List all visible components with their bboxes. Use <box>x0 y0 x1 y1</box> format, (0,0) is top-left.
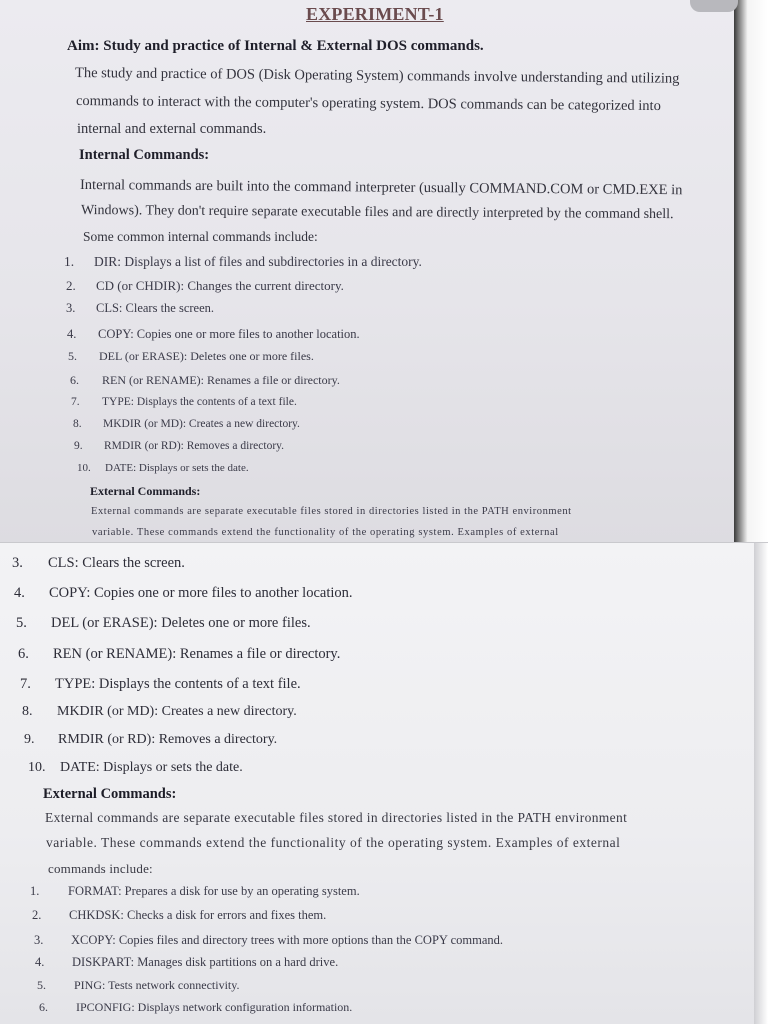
list-item: 3. XCOPY: Copies files and directory trees with more options than the COPY command. <box>34 933 504 947</box>
list-item: 7. TYPE: Displays the contents of a text file. <box>71 396 297 408</box>
page-edge-shadow <box>734 0 768 543</box>
external-para-top-2: variable. These commands extend the functionality of the operating system. Examples of external <box>92 527 559 538</box>
bottom-photo <box>0 543 768 1024</box>
list-item: 10. DATE: Displays or sets the date. <box>77 462 249 474</box>
list-item: 7. TYPE: Displays the contents of a text file. <box>20 676 301 692</box>
aim-line: Aim: Study and practice of Internal & External DOS commands. <box>67 38 484 54</box>
intro-line-2: commands to interact with the computer's operating system. DOS commands can be categorized into <box>75 93 661 115</box>
external-heading-top: External Commands: <box>90 484 201 498</box>
internal-para-1: Internal commands are built into the command interpreter (usually COMMAND.COM or CMD.EXE in <box>79 177 683 199</box>
list-item: 2. CD (or CHDIR): Changes the current directory. <box>66 278 344 293</box>
external-para-1: External commands are separate executable files stored in directories listed in the PATH environment <box>45 810 628 825</box>
tape-mark <box>690 0 738 12</box>
internal-para-2: Windows). They don't require separate executable files and are directly interpreted by the command shell. <box>80 203 674 223</box>
list-item: 4. DISKPART: Manages disk partitions on a hard drive. <box>35 955 339 969</box>
list-item: 4. COPY: Copies one or more files to another location. <box>14 585 353 601</box>
list-item: 6. REN (or RENAME): Renames a file or directory. <box>18 646 341 662</box>
list-item: 2. CHKDSK: Checks a disk for errors and fixes them. <box>32 908 327 922</box>
list-item: 1. FORMAT: Prepares a disk for use by an operating system. <box>30 884 360 898</box>
external-heading: External Commands: <box>43 786 177 802</box>
intro-line-1: The study and practice of DOS (Disk Operating System) commands involve understanding and utilizing <box>74 65 680 87</box>
intro-line-3: internal and external commands. <box>77 121 267 137</box>
list-item: 4. COPY: Copies one or more files to another location. <box>67 327 360 341</box>
list-item: 8. MKDIR (or MD): Creates a new directory. <box>22 704 297 719</box>
list-item: 1. DIR: Displays a list of files and subdirectories in a directory. <box>64 254 422 269</box>
internal-heading: Internal Commands: <box>79 147 210 163</box>
internal-para-3: Some common internal commands include: <box>83 229 318 244</box>
external-para-top-1: External commands are separate executable files stored in directories listed in the PATH environment <box>91 506 572 517</box>
list-item: 5. DEL (or ERASE): Deletes one or more files. <box>16 615 311 631</box>
list-item: 9. RMDIR (or RD): Removes a directory. <box>24 732 278 747</box>
list-item: 6. IPCONFIG: Displays network configuration information. <box>39 1000 353 1014</box>
list-item: 3. CLS: Clears the screen. <box>66 301 215 315</box>
list-item: 10. DATE: Displays or sets the date. <box>28 760 243 775</box>
page-title: EXPERIMENT-1 <box>306 4 444 24</box>
list-item: 5. PING: Tests network connectivity. <box>37 978 240 992</box>
list-item: 5. DEL (or ERASE): Deletes one or more files. <box>68 349 314 363</box>
external-para-2: variable. These commands extend the functionality of the operating system. Examples of external <box>46 835 621 850</box>
list-item: 3. CLS: Clears the screen. <box>12 555 185 571</box>
list-item: 6. REN (or RENAME): Renames a file or directory. <box>70 373 340 387</box>
page-edge-shadow <box>754 543 768 1024</box>
list-item: 9. RMDIR (or RD): Removes a directory. <box>74 440 285 452</box>
list-item: 8. MKDIR (or MD): Creates a new directory. <box>73 418 300 430</box>
external-para-3: commands include: <box>48 861 153 876</box>
